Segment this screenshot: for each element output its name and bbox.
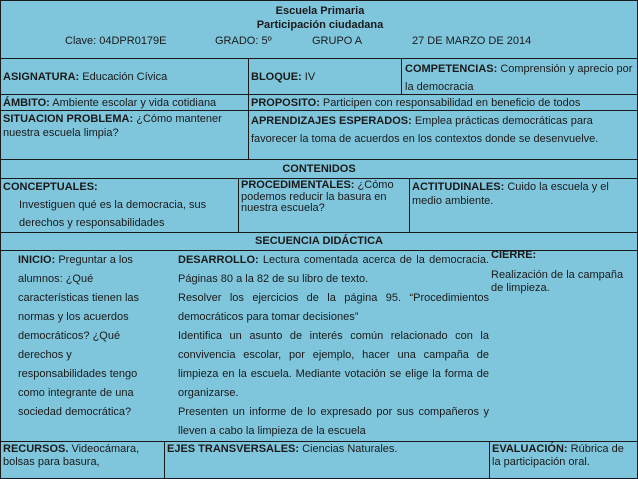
evaluacion-cell (489, 441, 638, 479)
aprendizajes-cell (248, 110, 638, 160)
recursos-value: Videocámara, bolsas para basura, (3, 443, 140, 468)
ambito-value: Ambiente escolar y vida cotidiana (49, 97, 217, 109)
inicio-value: Preguntar a los alumnos: ¿Qué características tienen las normas y los acuerdos democráticos? ¿Qué derechos y responsabilidades tengo como integrante de una sociedad democrática? (18, 254, 140, 418)
date: 27 DE MARZO DE 2014 (412, 35, 532, 47)
procedimentales-cell (238, 178, 410, 233)
bloque-cell (248, 58, 402, 95)
recursos-label: RECURSOS. (3, 443, 69, 455)
conceptuales-cell (0, 178, 239, 233)
proposito-cell (248, 94, 638, 111)
conceptuales-label: CONCEPTUALES: (3, 181, 98, 193)
aprendizajes-label: APRENDIZAJES ESPERADOS: (251, 115, 412, 127)
asignatura-value: Educación Cívica (79, 71, 168, 83)
ejes-cell (164, 441, 490, 479)
desarrollo-paragraph-2: Resolver los ejercicios de la página 95. “Procedimientos democráticos para tomar decisiones” (178, 292, 489, 323)
aprendizajes-value: Emplea prácticas democráticas para favorecer la toma de acuerdos en los contextos donde se desenvuelve. (251, 115, 599, 146)
desarrollo-label: DESARROLLO: (178, 254, 259, 266)
contenidos-title: CONTENIDOS (0, 159, 638, 179)
inicio-block (18, 251, 158, 422)
header-block (0, 0, 638, 59)
asignatura-cell (0, 58, 249, 95)
grade: GRADO: 5º (215, 35, 272, 47)
recursos-cell (0, 441, 165, 479)
conceptuales-value: Investiguen qué es la democracia, sus derechos y responsabilidades (19, 199, 207, 230)
ejes-label: EJES TRANSVERSALES: (167, 443, 300, 455)
desarrollo-paragraph-1 (178, 251, 489, 289)
cierre-value: Realización de la campaña de limpieza. (491, 269, 624, 294)
desarrollo-paragraph-3: Identifica un asunto de interés común relacionado con la convivencia escolar, por ejemplo, hacer una campaña de limpieza en la escuela. Mediante votación se elige la forma de organizarse. (178, 330, 489, 399)
inicio-label: INICIO: (18, 254, 56, 266)
asignatura-label: ASIGNATURA: (3, 71, 80, 83)
secuencia-title: SECUENCIA DIDÁCTICA (0, 232, 638, 251)
procedimentales-label: PROCEDIMENTALES: (241, 179, 355, 191)
ejes-value: Ciencias Naturales. (299, 443, 398, 455)
actitudinales-label: ACTITUDINALES: (412, 181, 505, 193)
bloque-value: IV (301, 71, 316, 83)
proposito-label: PROPOSITO: (251, 97, 320, 109)
evaluacion-label: EVALUACIÓN: (492, 443, 568, 455)
desarrollo-block (178, 251, 489, 441)
procedimentales-value: ¿Cómo podemos reducir la basura en nuestra escuela? (241, 179, 394, 214)
actitudinales-value: Cuido la escuela y el medio ambiente. (412, 181, 609, 207)
ambito-label: ÁMBITO: (3, 97, 50, 109)
ambito-cell (0, 94, 249, 111)
situacion-cell (0, 110, 249, 160)
cierre-label: CIERRE: (491, 249, 537, 261)
subject-title: Participación ciudadana (256, 19, 384, 31)
desarrollo-text-1: Lectura comentada acerca de la democracia. Páginas 80 a la 82 de su libro de texto. (178, 254, 489, 285)
situacion-label: SITUACION PROBLEMA: (3, 113, 134, 125)
proposito-value: Participen con responsabilidad en beneficio de todos (319, 97, 581, 109)
bloque-label: BLOQUE: (251, 71, 302, 83)
desarrollo-paragraph-4: Presenten un informe de lo expresado por sus compañeros y lleven a cabo la limpieza de la escuela (178, 406, 489, 437)
competencias-label: COMPETENCIAS: (405, 63, 498, 75)
group: GRUPO A (312, 35, 363, 47)
actitudinales-cell (409, 178, 638, 233)
cierre-block (491, 249, 631, 295)
competencias-value: Comprensión y aprecio por la democracia (405, 63, 633, 94)
evaluacion-value: Rúbrica de la participación oral. (492, 443, 624, 468)
school-name: Escuela Primaria (275, 5, 365, 17)
school-code: Clave: 04DPR0179E (65, 35, 167, 47)
situacion-value: ¿Cómo mantener nuestra escuela limpia? (3, 113, 222, 139)
competencias-cell (401, 58, 638, 95)
